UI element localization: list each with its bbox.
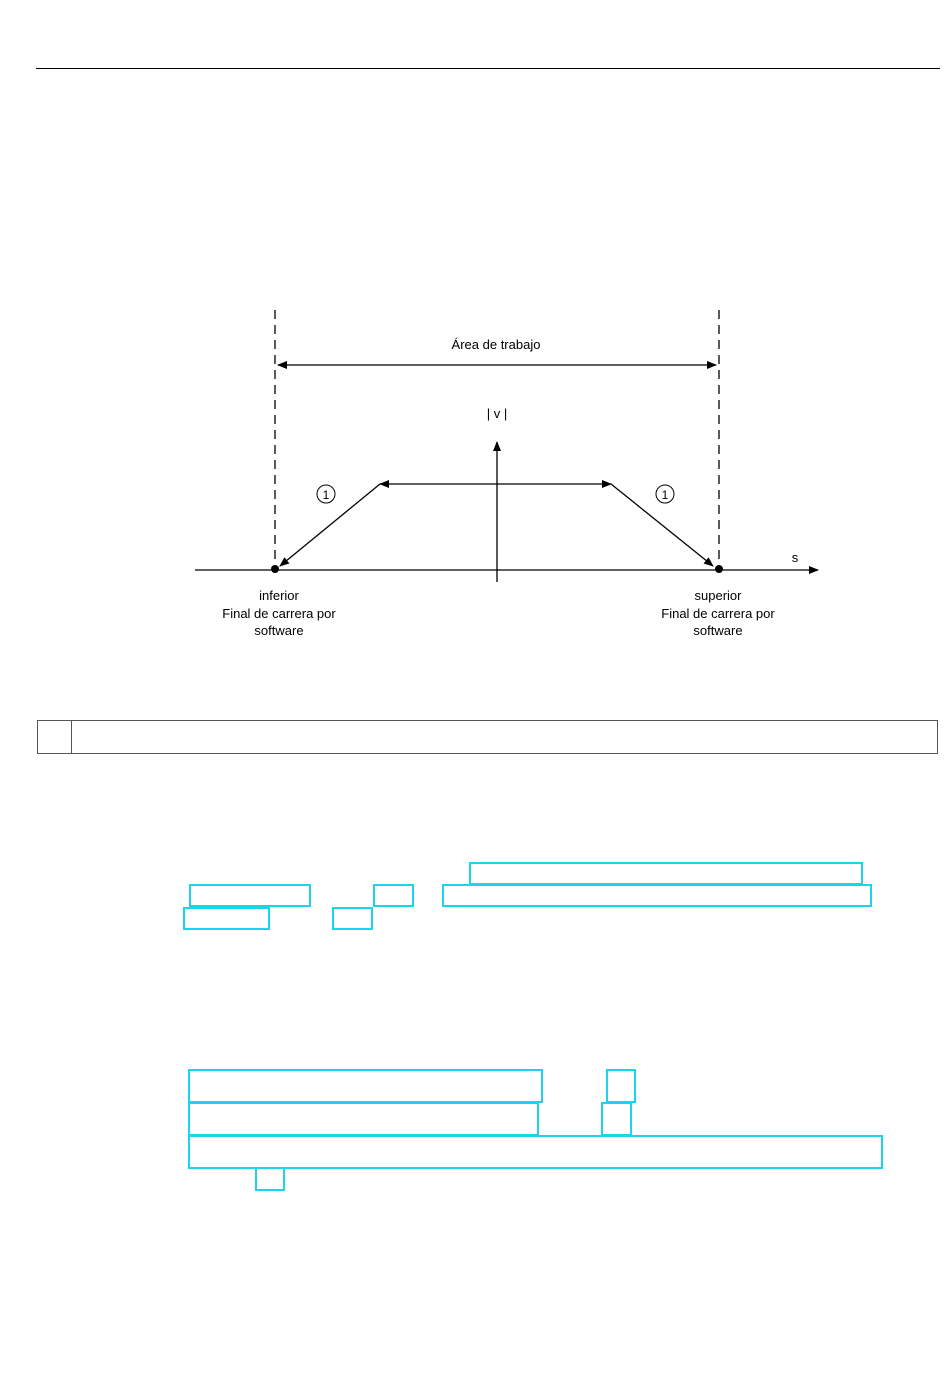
upper-limit-label-1: superior xyxy=(694,588,742,603)
redacted-block xyxy=(188,1102,539,1136)
redacted-block xyxy=(601,1102,632,1136)
redacted-block xyxy=(442,884,872,907)
redacted-block xyxy=(188,1069,543,1103)
legend-description-cell xyxy=(72,721,937,753)
upper-limit-point xyxy=(715,565,723,573)
lower-limit-label-2: Final de carrera por xyxy=(222,606,336,621)
legend-key-cell xyxy=(38,721,72,753)
redacted-block xyxy=(183,907,270,930)
position-axis-label: s xyxy=(791,550,799,565)
deceleration-ramp-left xyxy=(280,484,380,566)
velocity-axis-label: | v | xyxy=(486,406,508,421)
upper-limit-label-2: Final de carrera por xyxy=(661,606,775,621)
upper-limit-label-3: software xyxy=(693,623,743,638)
redacted-block xyxy=(606,1069,636,1103)
lower-limit-point xyxy=(271,565,279,573)
redacted-block xyxy=(255,1167,285,1191)
callout-right-number: 1 xyxy=(661,488,669,502)
lower-limit-label-1: inferior xyxy=(259,588,299,603)
redacted-block xyxy=(373,884,414,907)
redacted-block xyxy=(189,884,311,907)
redacted-block xyxy=(332,907,373,930)
lower-limit-label-3: software xyxy=(254,623,304,638)
redacted-block xyxy=(188,1135,883,1169)
work-area-label: Área de trabajo xyxy=(451,337,541,352)
redacted-block xyxy=(469,862,863,885)
legend-table xyxy=(37,720,938,754)
callout-left-number: 1 xyxy=(322,488,330,502)
